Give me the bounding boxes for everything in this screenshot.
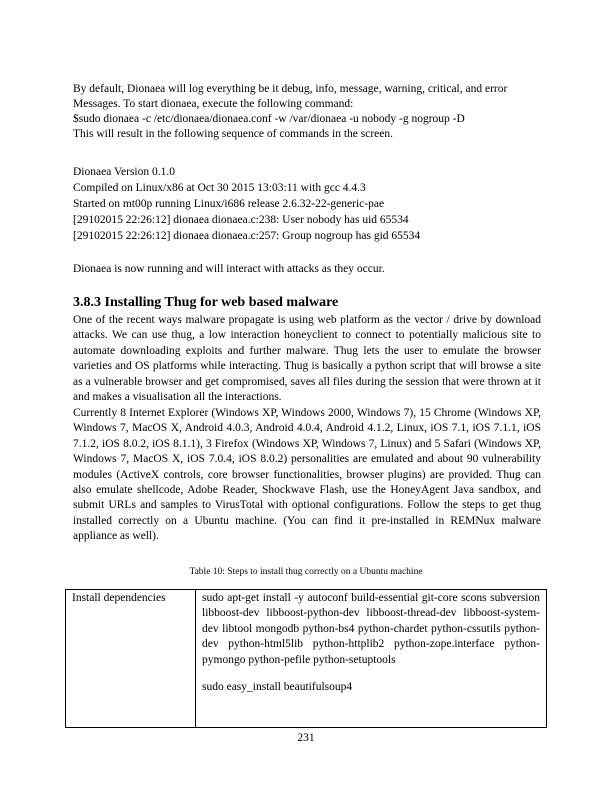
install-steps-table	[65, 589, 547, 728]
easy-install-command: sudo easy_install beautifulsoup4	[202, 681, 353, 694]
paragraph-thug-intro: One of the recent ways malware propagate is using web platform as the vector / drive by download attacks. We can use thug, a low interaction honeyclient to connect to potentially malicious site to automate downloading exploits and further malware. Thug lets the user to emulate the browser varieties and OS platforms while interacting. Thug is basically a python script that will browse a site as a vulnerable browser and get compromised, saves all files during the session that were thrown at it and makes a visualisation all the interactions.	[73, 314, 541, 404]
output-line: [29102015 22:26:12] dionaea dionaea.c:238: User nobody has uid 65534	[73, 214, 409, 226]
section-heading: 3.8.3 Installing Thug for web based malware	[73, 295, 339, 310]
output-line: Started on mt00p running Linux/i686 release 2.6.32-22-generic-pae	[73, 198, 385, 210]
table-row	[66, 590, 547, 728]
intro-line: This will result in the following sequence of commands in the screen.	[73, 128, 394, 140]
command-cell	[196, 590, 547, 728]
running-note: Dionaea is now running and will interact with attacks as they occur.	[73, 263, 385, 275]
paragraph-thug-personalities: Currently 8 Internet Explorer (Windows XP, Windows 2000, Windows 7), 15 Chrome (Windows XP, Windows 7, MacOS X, Android 4.0.3, Android 4.0.4, Android 4.1.2, Linux, iOS 7.1, iOS 7.1.1, iOS 7.1.2, iOS 8.0.2, iOS 8.1.1), 3 Firefox (Windows XP, Windows 7, Linux) and 5 Safari (Windows XP, Windows 7, MacOS X, iOS 7.0.4, iOS 8.0.2) personalities are emulated and about 90 vulnerability modules (ActiveX controls, core browser functionalities, browser plugins) are provided. Thug can also emulate shellcode, Adobe Reader, Shockwave Flash, use the HoneyAgent Java sandbox, and submit URLs and samples to VirusTotal with optional configurations. Follow the steps to get thug installed correctly on a Ubuntu machine. (You can find it pre-installed in REMNux malware appliance as well).	[73, 407, 541, 543]
output-line: [29102015 22:26:12] dionaea dionaea.c:257: Group nogroup has gid 65534	[73, 230, 421, 242]
table-caption: Table 10: Steps to install thug correctly on a Ubuntu machine	[189, 567, 423, 577]
apt-get-command: sudo apt-get install -y autoconf build-essential git-core scons subversion libboost-dev libboost-python-dev libboost-thread-dev libboost-system-dev libtool mongodb python-bs4 python-chardet python-cssutils python-dev python-html5lib python-httplib2 python-zope.interface python-pymongo python-pefile python-setuptools	[202, 592, 540, 666]
output-line: Dionaea Version 0.1.0	[73, 166, 175, 178]
intro-line: Messages. To start dionaea, execute the following command:	[73, 98, 354, 110]
command-line: $sudo dionaea -c /etc/dionaea/dionaea.conf -w /var/dionaea -u nobody -g nogroup -D	[73, 113, 465, 125]
intro-line: By default, Dionaea will log everything be it debug, info, message, warning, critical, and error	[73, 83, 508, 95]
step-label-cell	[66, 590, 196, 728]
output-line: Compiled on Linux/x86 at Oct 30 2015 13:03:11 with gcc 4.4.3	[73, 182, 366, 194]
page-number: 231	[297, 732, 315, 744]
step-label: Install dependencies	[72, 592, 166, 604]
